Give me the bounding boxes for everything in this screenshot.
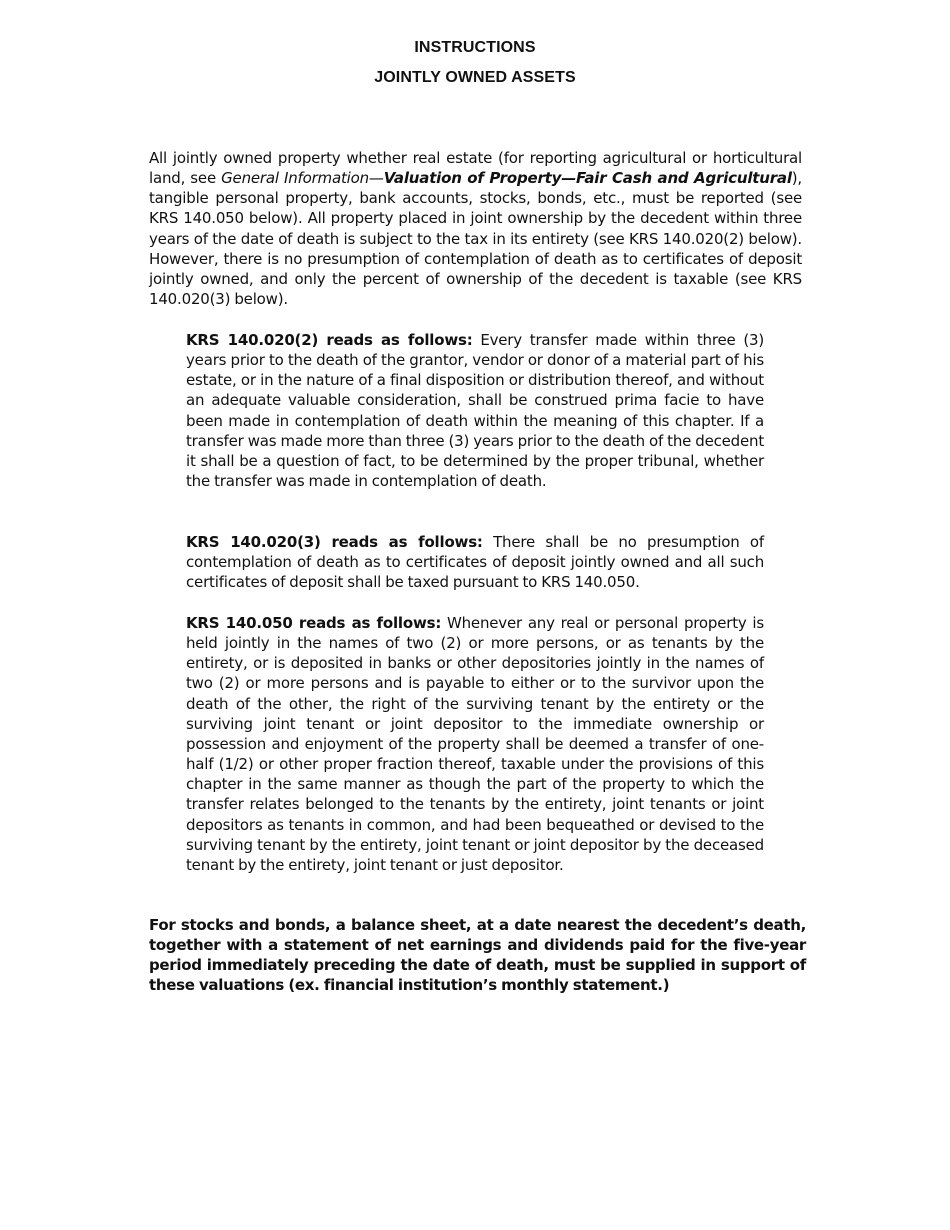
intro-text-start: All jointly owned property whether real estate (for reporting agricultural or horticultural land, see bbox=[149, 149, 802, 188]
intro-text-end: ), tangible personal property, bank accounts, stocks, bonds, etc., must be reported (see KRS 140.050 below). All property placed in joint ownership by the decedent within three years of the date of death is subject to the tax in its entirety (see KRS 140.020(2) below). However, there is no presumption of contemplation of death as to certificates of deposit jointly owned, and only the percent of ownership of the decedent is taxable (see KRS 140.020(3) below). bbox=[149, 169, 803, 309]
statute-text: Every transfer made within three (3) years prior to the death of the grantor, vendor or donor of a material part of his estate, or in the nature of a final disposition or distribution thereof, and without an adequate valuable consideration, shall be construed prima facie to have been made in contemplation of death within the meaning of this chapter. If a transfer was made more than three (3) years prior to the death of the decedent it shall be a question of fact, to be determined by the proper tribunal, whether the transfer was made in contemplation of death. bbox=[186, 331, 765, 491]
intro-bold-italic-reference: Valuation of Property—Fair Cash and Agricultural bbox=[383, 169, 792, 188]
statute-text: There shall be no presumption of contemplation of death as to certificates of deposit jointly owned and all such certificates of deposit shall be taxed pursuant to KRS 140.050. bbox=[186, 533, 764, 592]
intro-paragraph bbox=[149, 148, 802, 309]
statute-krs-140-020-3 bbox=[186, 532, 764, 592]
statute-krs-140-020-2 bbox=[186, 330, 764, 491]
intro-italic-reference: General Information— bbox=[221, 169, 384, 188]
page-title: INSTRUCTIONS bbox=[414, 39, 536, 56]
statute-krs-140-050 bbox=[186, 613, 764, 875]
statute-label: KRS 140.050 reads as follows: bbox=[186, 614, 442, 632]
page-subtitle: JOINTLY OWNED ASSETS bbox=[374, 69, 576, 86]
statute-text: Whenever any real or personal property is held jointly in the names of two (2) or more persons, or as tenants by the entirety, or is deposited in banks or other depositories jointly in the names of two (2) or more persons and is payable to either or to the survivor upon the death of the other, the right of the surviving tenant by the entirety or the surviving joint tenant or joint depositor to the immediate ownership or possession and enjoyment of the property shall be deemed a transfer of one-half (1/2) or other proper fraction thereof, taxable under the provisions of this chapter in the same manner as though the part of the property to which the transfer relates belonged to the tenants by the entirety, joint tenants or joint depositors as tenants in common, and had been bequeathed or devised to the surviving tenant by the entirety, joint tenant or joint depositor by the deceased tenant by the entirety, joint tenant or just depositor. bbox=[186, 614, 764, 874]
statute-label: KRS 140.020(2) reads as follows: bbox=[186, 331, 473, 349]
statute-label: KRS 140.020(3) reads as follows: bbox=[186, 533, 483, 551]
stocks-bonds-note: For stocks and bonds, a balance sheet, at a date nearest the decedent’s death, together with a statement of net earnings and dividends paid for the five-year period immediately preceding the date of death, must be supplied in support of these valuations (ex. financial institution’s monthly statement.) bbox=[149, 916, 806, 995]
